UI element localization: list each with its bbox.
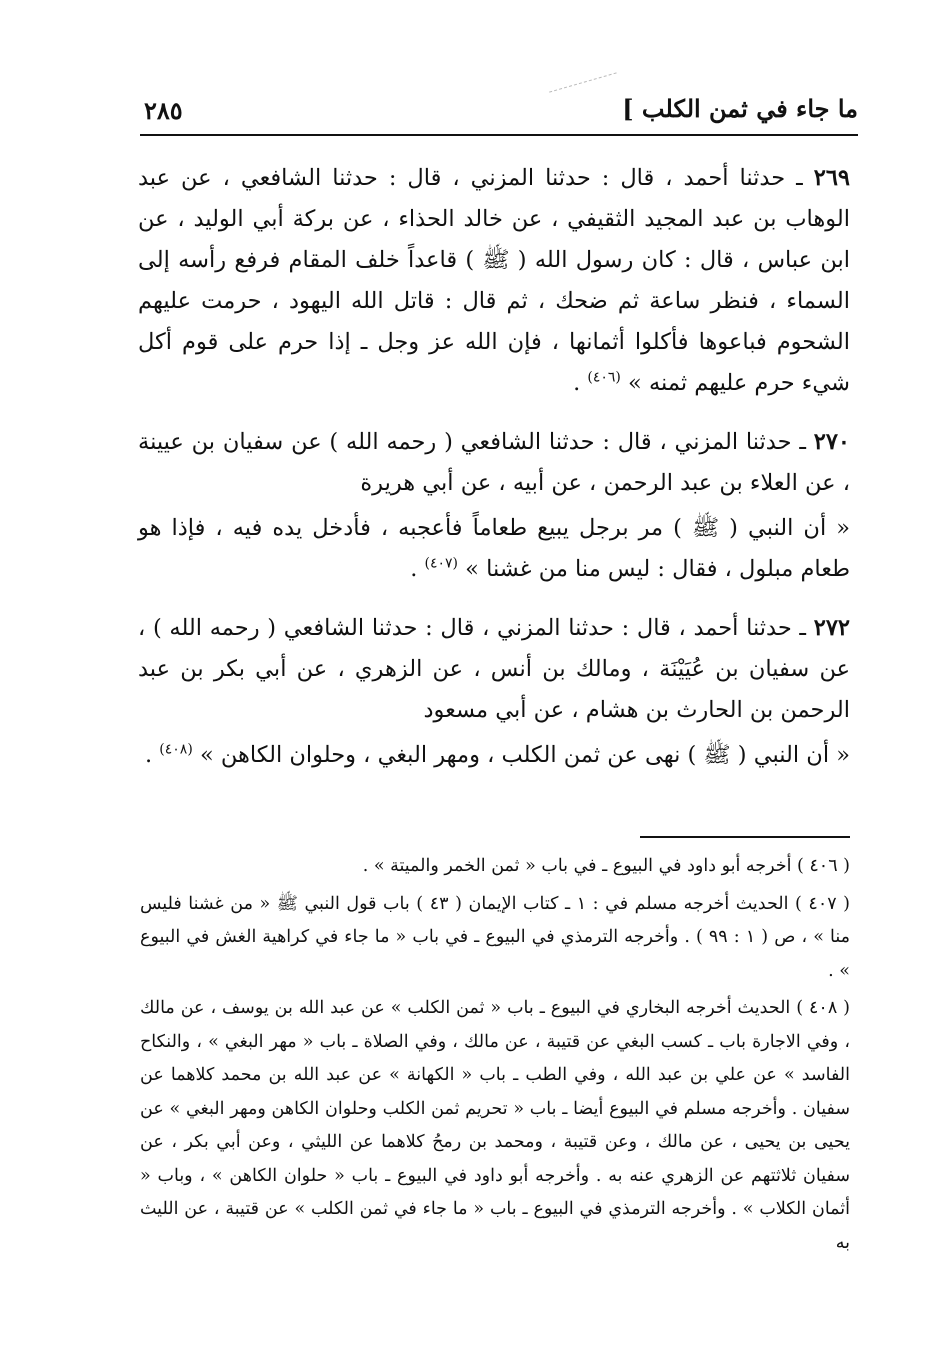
hadith-272 [138, 608, 850, 776]
hadith-269 [138, 158, 850, 404]
main-text [138, 158, 850, 794]
hadith-matn-text: « أن النبي ( ﷺ ) نهى عن ثمن الكلب ، ومهر البغي ، وحلوان الكاهن » [199, 742, 850, 768]
hadith-paragraph [138, 158, 850, 404]
sentence-end: . [410, 556, 425, 582]
paper-scratch-mark [549, 72, 617, 93]
hadith-270 [138, 422, 850, 590]
footnote-reference: (٤٠٧) [424, 555, 459, 572]
hadith-matn [138, 735, 850, 776]
page-number: ٢٨٥ [144, 96, 183, 125]
hadith-isnad-text: ـ حدثنا المزني ، قال : حدثنا الشافعي ( رحمه الله ) عن سفيان بن عيينة ، عن العلاء بن عبد الرحمن ، عن أبيه ، عن أبي هريرة [138, 429, 850, 496]
sentence-end: . [144, 742, 160, 768]
sentence-end: . [573, 370, 588, 396]
footnote-406: ( ٤٠٦ ) أخرجه أبو داود في البيوع ـ في باب « ثمن الخمر والميتة » . [362, 856, 850, 876]
hadith-isnad-text: ـ حدثنا أحمد ، قال : حدثنا المزني ، قال : حدثنا الشافعي ، عن عبد الوهاب بن عبد المجيد الثقيفي ، عن خالد الحذاء ، عن بركة أبي الوليد ، عن ابن عباس ، قال : كان رسول الله ( ﷺ ) قاعداً خلف المقام فرفع رأسه إلى السماء ، فنظر ساعة ثم ضحك ، ثم قال : قاتل الله اليهود ، حرمت عليهم الشحوم فباعوها فأكلوا أثمانها ، فإن الله عز وجل ـ إذا حرم على قوم أكل شيء حرم عليهم ثمنه » [138, 165, 850, 396]
hadith-number: ٢٧٠ [813, 429, 850, 455]
hadith-matn-text: « أن النبي ( ﷺ ) مر برجل يبيع طعاماً فأعجبه ، فأدخل يده فيه ، فإذا هو طعام مبلول ، فقال : ليس منا من غشنا » [138, 515, 850, 582]
hadith-isnad-text: ـ حدثنا أحمد ، قال : حدثنا المزني ، قال : حدثنا الشافعي ( رحمه الله ) ، عن سفيان بن عُيَيْنَة ، ومالك بن أنس ، عن الزهري ، عن أبي بكر بن عبد الرحمن بن الحارث بن هشام ، عن أبي مسعود [138, 615, 850, 723]
footnotes [140, 850, 850, 1264]
page-header [140, 92, 858, 136]
hadith-matn [138, 508, 850, 590]
running-title: ما جاء في ثمن الكلب ] [622, 94, 858, 123]
footnote-407: ( ٤٠٧ ) الحديث أخرجه مسلم في : ١ ـ كتاب الإيمان ( ٤٣ ) باب قول النبي ﷺ « من غشنا فليس منا » ، ص ( ١ : ٩٩ ) . وأخرجه الترمذي في البيوع ـ في باب « ما جاء في كراهية الغش في البيوع » . [140, 893, 851, 981]
hadith-number: ٢٦٩ [813, 165, 850, 191]
footnote-reference: (٤٠٦) [587, 369, 621, 386]
footnote-divider [640, 836, 850, 838]
footnote-408: ( ٤٠٨ ) الحديث أخرجه البخاري في البيوع ـ باب « ثمن الكلب » عن عبد الله بن يوسف ، عن مالك ، وفي الاجارة باب ـ كسب البغي عن قتيبة ، عن مالك ، وفي الصلاة ـ باب « مهر البغي » ، والنكاح الفاسد » عن علي بن عبد الله ، وفي الطب ـ باب « الكهانة » عن عبد الله بن محمد كلاهما عن سفيان . وأخرجه مسلم في البيوع أيضا ـ باب « تحريم ثمن الكلب وحلوان الكاهن ومهر البغي » عن يحيى بن يحيى ، عن مالك ، وعن قتيبة ، ومحمد بن رمحُ كلاهما عن الليثي ، وعن أبي بكر ، عن سفيان ثلاثتهم عن الزهري عنه به . وأخرجه أبو داود في البيوع ـ باب « حلوان الكاهن » ، وباب « أثمان الكلاب » . وأخرجه الترمذي في البيوع ـ باب « ما جاء في ثمن الكلب » عن قتيبة ، عن الليث به [140, 998, 850, 1253]
hadith-number: ٢٧٢ [813, 615, 850, 641]
hadith-paragraph [138, 608, 850, 731]
footnote-reference: (٤٠٨) [159, 741, 193, 758]
hadith-paragraph [138, 422, 850, 504]
